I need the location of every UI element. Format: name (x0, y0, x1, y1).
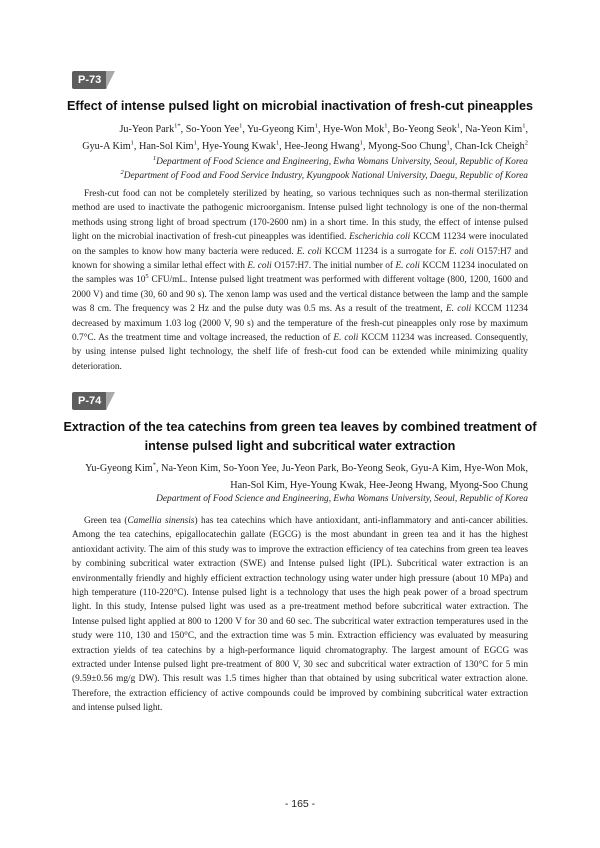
badge-tail-decoration (106, 71, 115, 89)
affiliation-list (58, 155, 528, 183)
abstract-code-badge (72, 71, 118, 89)
abstract-title: Effect of intense pulsed light on microbial inactivation of fresh-cut pineapples (66, 99, 534, 113)
author-line: Gyu-A Kim$^1$, Han-Sol Kim$^1$, Hye-Young Kwak$^1$, Hee-Jeong Hwang$^1$, Myong-Soo Chung$^1$, Chan-Ick Cheigh$^2$ (82, 139, 528, 152)
author-list (58, 121, 528, 155)
affiliation: $^1$Department of Food Science and Engineering, Ewha Womans University, Seoul, Republic of Korea (152, 154, 528, 167)
abstract-body: Green tea (Camellia sinensis) has tea catechins which have antioxidant, anti-inflammatory and anti-cancer abilities. Among the tea catechins, epigallocatechin gallate (EGCG) is the most abundant in green tea and it has the highest antioxidant activity. The aim of this study was to improve the extraction efficiency of tea catechins from green tea leaves by combining subcritical water extraction (SWE) and Intense pulsed light (IPL). Subcritical water extraction is an environmentally friendly and highly efficient extraction technology using water under high pressure (about 10 MPa) and high temperature (110-220°C). Intense pulsed light is a technology that uses the high peak power of a broad spectrum light. In this study, Intense pulsed light was used as a pre-treatment method before subcritical water extraction. The Intense pulsed light applied at 800 to 1200 V for 30 and 60 sec. The subcritical water extraction temperatures used in the study were 110, 130 and 150°C, and the extraction time was 5 min. Extraction efficiency was evaluated by measuring extraction yields of tea catechins by a high-performance liquid chromatography. The largest amount of EGCG was extracted under Intense pulsed light pre-treatment of 800 V, 30 sec and subcritical water extraction of 130°C for 5 min (9.59±0.56 mg/g DW). This result was 1.5 times higher than that obtained by using subcritical water extraction alone. Therefore, the extraction efficiency of active compounds could be improved by combining subcritical water extraction and intense pulsed light. (72, 516, 529, 714)
author-line: Han-Sol Kim, Hye-Young Kwak, Hee-Jeong Hwang, Myong-Soo Chung (230, 480, 528, 491)
abstract-title: Extraction of the tea catechins from green tea leaves by combined treatment of intense pulsed light and subcritical water extraction (63, 420, 537, 453)
author-list (58, 460, 528, 494)
badge-tail-decoration (106, 392, 115, 410)
page-number: - 165 - (284, 798, 316, 810)
abstract-code: P-73 (72, 71, 107, 89)
author-line: Ju-Yeon Park$^{1*}$, So-Yoon Yee$^1$, Yu-Gyeong Kim$^1$, Hye-Won Mok$^1$, Bo-Yeong Seok$^1$, Na-Yeon Kim$^1$, (119, 122, 528, 135)
author-line: Yu-Gyeong Kim*, Na-Yeon Kim, So-Yoon Yee, Ju-Yeon Park, Bo-Yeong Seok, Gyu-A Kim, Hye-Won Mok, (85, 461, 528, 474)
affiliation: $^2$Department of Food and Food Service Industry, Kyungpook National University, Daegu, Republic of Korea (120, 168, 528, 181)
affiliation: Department of Food Science and Engineering, Ewha Womans University, Seoul, Republic of Korea (156, 494, 528, 504)
abstract-code-badge (72, 392, 118, 410)
abstract-body: Fresh-cut food can not be completely sterilized by heating, so various techniques such as non-thermal sterilization method are used to inactivate the pathogenic microorganism. Intense pulsed light technology is one of the non-thermal methods using strong light of broad spectrum (170-2600 nm) in a short time. In this study, the effect of intense pulsed light on the microbial inactivation of fresh-cut pineapples was identified. Escherichia coli KCCM 11234 were inoculated on the samples to know how many bacteria were reduced. E. coli KCCM 11234 is a surrogate for E. coli O157:H7 and known for showing a similar lethal effect with E. coli O157:H7. The initial number of E. coli KCCM 11234 inoculated on the samples was $10^5$ CFU/mL. Intense pulsed light treatment was performed with different voltage (800, 1200, 1600 and 2000 V) and time (30, 60 and 90 s). The xenon lamp was used and the vertical distance between the lamp and the sample was 8 cm. The frequency was 2 Hz and the pulse duty was 0.5 ms. As a result of the treatment, E. coli KCCM 11234 decreased by maximum 1.03 log (2000 V, 90 s) and the temperature of the fresh-cut pineapples only rose by maximum 0.7°C. As the treatment time and voltage increased, the reduction of E. coli KCCM 11234 was increased. Consequently, by using intense pulsed light technology, the shelf life of fresh-cut food can be extended while minimizing quality deterioration. (72, 189, 529, 372)
abstract-code: P-74 (72, 392, 107, 410)
